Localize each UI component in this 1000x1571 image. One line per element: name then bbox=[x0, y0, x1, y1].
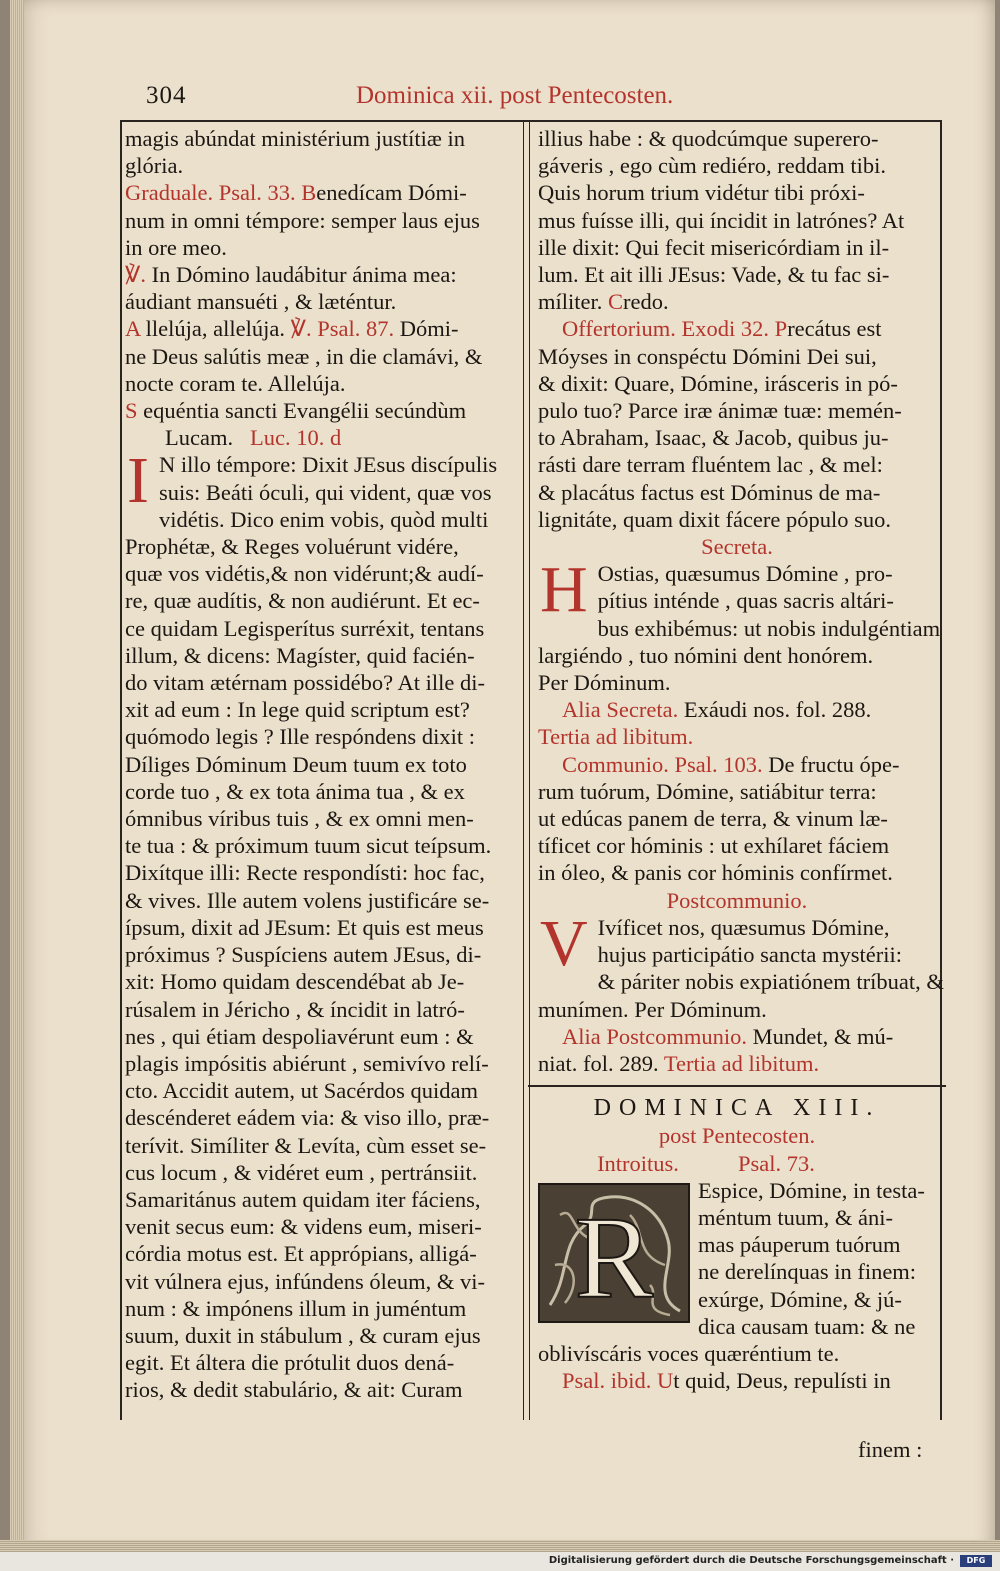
alia-postcommunio-line-2 bbox=[538, 1050, 936, 1077]
text-line: plagis impósitis abiérunt , semivívo relí- bbox=[125, 1050, 489, 1076]
text-line: gáveris , ego cùm rediéro, reddam tibi. bbox=[538, 153, 887, 179]
page-edge-bottom bbox=[0, 1540, 1000, 1552]
text-line: to Abraham, Isaac, & Jacob, quibus ju- bbox=[538, 425, 889, 451]
drop-cap-initial: H bbox=[540, 553, 588, 627]
text-line: terívit. Simíliter & Levíta, cùm esset se- bbox=[125, 1132, 487, 1158]
woodcut-initial-r-image bbox=[538, 1183, 690, 1323]
text-line: rúsalem in Jéricho , & íncidit in latró- bbox=[125, 996, 465, 1022]
alleluia-tail: Dómi- bbox=[394, 316, 459, 342]
dominica-subheading: post Pentecosten. bbox=[658, 1123, 816, 1149]
catchword: finem : bbox=[858, 1437, 923, 1462]
introitus-label: Introitus. bbox=[597, 1150, 679, 1176]
text-line: exúrge, Dómine, & jú- bbox=[698, 1286, 902, 1312]
psal-ibid-label: Psal. ibid. U bbox=[562, 1368, 674, 1394]
text-line: N illo témpore: Dixit JEsus discípulis bbox=[158, 452, 498, 478]
introitus-heading-line bbox=[538, 1150, 936, 1177]
text-line: num : & impónens illum in juméntum bbox=[125, 1295, 467, 1321]
communio-first: De fructu ópe- bbox=[762, 751, 900, 777]
alia-secreta-line bbox=[538, 696, 936, 723]
communio-label: Communio. Psal. 103. bbox=[562, 751, 763, 777]
alleluia-initial: A bbox=[125, 316, 141, 342]
text-line: & dixit: Quare, Dómine, irásceris in pó- bbox=[538, 370, 898, 396]
text-line: quómodo legis ? Ille respóndens dixit : bbox=[125, 724, 475, 750]
text-line: Per Dóminum. bbox=[538, 670, 671, 696]
text-line: & vives. Ille autem volens justificáre se- bbox=[125, 887, 490, 913]
page-edge-left bbox=[10, 0, 24, 1552]
footer-credit: Digitalisierung gefördert durch die Deutsche Forschungsgemeinschaft · bbox=[548, 1555, 954, 1566]
versicle-text: In Dómino laudábitur ánima mea: bbox=[146, 262, 457, 288]
gospel-paragraph bbox=[125, 444, 521, 1403]
introitus-ref: Psal. 73. bbox=[738, 1150, 815, 1176]
credo-text: redo. bbox=[623, 289, 669, 315]
sequentia-line-2 bbox=[125, 424, 521, 451]
tertia-ad-libitum: Tertia ad libitum. bbox=[663, 1050, 820, 1076]
dominica-heading: DOMINICA XIII. bbox=[593, 1095, 881, 1122]
text-line: Prophétæ, & Reges voluérunt vidére, bbox=[125, 534, 459, 560]
alleluia-ref: ℣. Psal. 87. bbox=[284, 316, 395, 342]
text-line: glória. bbox=[125, 153, 184, 179]
credo-line bbox=[538, 288, 936, 315]
text-line: áudiant mansuéti , & læténtur. bbox=[125, 289, 397, 315]
graduale-label: Graduale. Psal. 33. B bbox=[125, 180, 317, 206]
text-line: lignitáte, quam dixit fácere pópulo suo. bbox=[538, 506, 892, 532]
text-line: vit vúlnera ejus, infúndens óleum, & vi- bbox=[125, 1268, 485, 1294]
alleluia-text: llelúja, allelúja. bbox=[140, 316, 285, 342]
postcommunio-heading: Postcommunio. bbox=[666, 887, 808, 913]
text-line: tíficet cor hóminis : ut exhílaret fáciem bbox=[538, 833, 890, 859]
text-line: Quis horum trium vidétur tibi próxi- bbox=[538, 180, 865, 206]
drop-cap-initial: V bbox=[540, 906, 588, 980]
offertorium-first: recátus est bbox=[787, 316, 882, 342]
text-line: pulo tuo? Parce iræ ánimæ tuæ: memén- bbox=[538, 398, 902, 424]
text-line: Ostias, quæsumus Dómine , pro- bbox=[597, 561, 893, 587]
secreta-heading: Secreta. bbox=[701, 534, 773, 560]
alia-postcommunio-label: Alia Postcommunio. bbox=[562, 1023, 747, 1049]
credo-initial: C bbox=[608, 289, 624, 315]
text-line: illius habe : & quodcúmque superero- bbox=[538, 126, 879, 151]
secreta-paragraph bbox=[538, 553, 941, 696]
alia-postcommunio-second: niat. fol. 289. bbox=[538, 1050, 664, 1076]
text-line: pítius inténde , quas sacris altári- bbox=[597, 588, 894, 614]
top-rule bbox=[120, 120, 942, 122]
tertia-ad-libitum: Tertia ad libitum. bbox=[538, 724, 694, 750]
text-line: hujus participátio sancta mystérii: bbox=[597, 942, 902, 968]
text-line: illum, & dicens: Magíster, quid facién- bbox=[125, 642, 475, 668]
text-line: lum. Et ait illi JEsus: Vade, & tu fac si- bbox=[538, 262, 890, 288]
psal-ibid-line bbox=[538, 1367, 936, 1394]
text-line: ne Deus salútis meæ , in die clamávi, & bbox=[125, 343, 483, 369]
introitus-paragraph bbox=[538, 1177, 936, 1340]
alia-postcommunio-first: Mundet, & mú- bbox=[747, 1023, 894, 1049]
left-column bbox=[125, 125, 521, 1404]
text-line: nocte coram te. Allelúja. bbox=[125, 370, 346, 396]
text-line: xit: Homo quidam descendébat ab Je- bbox=[125, 969, 465, 995]
alia-secreta-label: Alia Secreta. bbox=[562, 697, 679, 723]
text-line: cus locum , & vidéret eum , pertránsiit. bbox=[125, 1159, 478, 1185]
svg-text:R: R bbox=[574, 1191, 654, 1321]
text-line: méntum tuum, & áni- bbox=[698, 1204, 893, 1230]
text-line: bus exhibémus: ut nobis indulgéntiam bbox=[597, 615, 941, 641]
text-line: & páriter nobis expiatiónem tríbuat, & bbox=[597, 969, 944, 995]
text-line: próximus ? Suspíciens autem JEsus, di- bbox=[125, 942, 482, 968]
text-line: munímen. Per Dóminum. bbox=[538, 996, 767, 1022]
running-head bbox=[0, 80, 1000, 120]
graduale-line bbox=[125, 179, 521, 206]
left-column-rule bbox=[120, 120, 122, 1420]
credo-pre: míliter. bbox=[538, 289, 608, 315]
text-line: do vitam ætérnam possidébo? At ille di- bbox=[125, 670, 485, 696]
text-line: Espice, Dómine, in testa- bbox=[698, 1177, 925, 1203]
text-line: ne derelínquas in finem: bbox=[698, 1259, 917, 1285]
digitization-footer bbox=[0, 1552, 1000, 1571]
right-column bbox=[538, 125, 944, 1394]
text-line: suum, duxit in stábulum , & curam ejus bbox=[125, 1322, 481, 1348]
text-line: oblivíscáris voces quæréntium te. bbox=[538, 1340, 840, 1366]
running-title: Dominica xii. post Pentecosten. bbox=[356, 82, 674, 109]
text-line: Ivíficet nos, quæsumus Dómine, bbox=[597, 914, 890, 940]
text-line: ille dixit: Qui fecit misericórdiam in il- bbox=[538, 234, 890, 260]
psal-ibid-text: t quid, Deus, repulísti in bbox=[673, 1368, 891, 1394]
alia-secreta-text: Exáudi nos. fol. 288. bbox=[678, 697, 872, 723]
offertorium-label: Offertorium. Exodi 32. P bbox=[562, 316, 788, 342]
text-line: rum tuórum, Dómine, satiábitur terra: bbox=[538, 778, 877, 804]
versicle-line bbox=[125, 261, 521, 288]
right-column-rule bbox=[940, 120, 942, 1420]
text-line: córdia motus est. Et apprópians, alligá- bbox=[125, 1241, 477, 1267]
text-line: rásti dare terram fluéntem lac , & mel: bbox=[538, 452, 883, 478]
text-line: corde tuo , & ex tota ánima tua , & ex bbox=[125, 778, 465, 804]
graduale-text: enedícam Dómi- bbox=[316, 180, 467, 206]
text-line: cto. Accidit autem, ut Sacérdos quidam bbox=[125, 1078, 479, 1104]
text-line: mas páuperum tuórum bbox=[698, 1232, 901, 1258]
text-line: ut edúcas panem de terra, & vinum læ- bbox=[538, 806, 888, 832]
text-line: nes , qui étiam despoliavérunt eum : & bbox=[125, 1023, 474, 1049]
text-line: vidétis. Dico enim vobis, quòd multi bbox=[158, 506, 489, 532]
text-line: xit ad eum : In lege quid scriptum est? bbox=[125, 697, 470, 723]
text-line: rios, & dedit stabulário, & ait: Curam bbox=[125, 1377, 463, 1403]
text-line: ípsum, dixit ad JEsum: Et quis est meus bbox=[125, 914, 484, 940]
section-divider bbox=[528, 1085, 946, 1087]
text-line: dica causam tuam: & ne bbox=[698, 1313, 916, 1339]
alleluia-line bbox=[125, 315, 521, 342]
text-line: in ore meo. bbox=[125, 234, 227, 260]
text-line: te tua : & próximum tuum sicut teípsum. bbox=[125, 833, 492, 859]
text-line: Dixítque illi: Recte respondísti: hoc fac, bbox=[125, 860, 485, 886]
communio-line bbox=[538, 751, 936, 778]
versicle-mark: ℣. bbox=[125, 262, 147, 288]
text-line: in óleo, & panis cor hóminis confírmet. bbox=[538, 860, 893, 886]
text-line: num in omni témpore: semper laus ejus bbox=[125, 207, 480, 233]
text-line: suis: Beáti óculi, qui vident, quæ vos bbox=[158, 479, 492, 505]
text-line: re, quæ audítis, & non audiérunt. Et ec- bbox=[125, 588, 480, 614]
text-line: Samaritánus autem quidam iter fáciens, bbox=[125, 1186, 481, 1212]
column-divider bbox=[523, 120, 530, 1420]
text-line: ce quidam Legisperítus surréxit, tentans bbox=[125, 615, 485, 641]
text-line: magis abúndat ministérium justítiæ in bbox=[125, 126, 465, 151]
text-line: mus fuísse illi, qui íncidit in latrónes? At bbox=[538, 207, 905, 233]
text-line: largiéndo , tuo nómini dent honórem. bbox=[538, 642, 874, 668]
sequentia-ref: Luc. 10. d bbox=[249, 425, 342, 451]
sequentia-initial: S bbox=[125, 398, 138, 424]
page-number: 304 bbox=[146, 82, 187, 109]
alia-postcommunio-line bbox=[538, 1023, 936, 1050]
dfg-logo: DFG bbox=[960, 1555, 992, 1567]
text-line: ómnibus víribus tuis , & ex omni men- bbox=[125, 806, 474, 832]
text-line: Móyses in conspéctu Dómini Dei sui, bbox=[538, 343, 877, 369]
sequentia-text: equéntia sancti Evangélii secúndùm bbox=[137, 398, 467, 424]
text-line: venit secus eum: & videns eum, miseri- bbox=[125, 1214, 482, 1240]
text-line: Díliges Dóminum Deum tuum ex toto bbox=[125, 751, 467, 777]
drop-cap-initial: I bbox=[127, 444, 149, 518]
postcommunio-paragraph bbox=[538, 906, 944, 1023]
text-line: & placátus factus est Dóminus de ma- bbox=[538, 479, 881, 505]
text-line: quæ vos vidétis,& non vidérunt;& audí- bbox=[125, 561, 484, 587]
text-line: egit. Et áltera die prótulit duos dená- bbox=[125, 1350, 455, 1376]
offertorium-line bbox=[538, 315, 936, 342]
sequentia-line bbox=[125, 397, 521, 424]
text-line: descénderet eádem via: & viso illo, præ- bbox=[125, 1105, 490, 1131]
sequentia-lucam: Lucam. bbox=[165, 425, 234, 451]
